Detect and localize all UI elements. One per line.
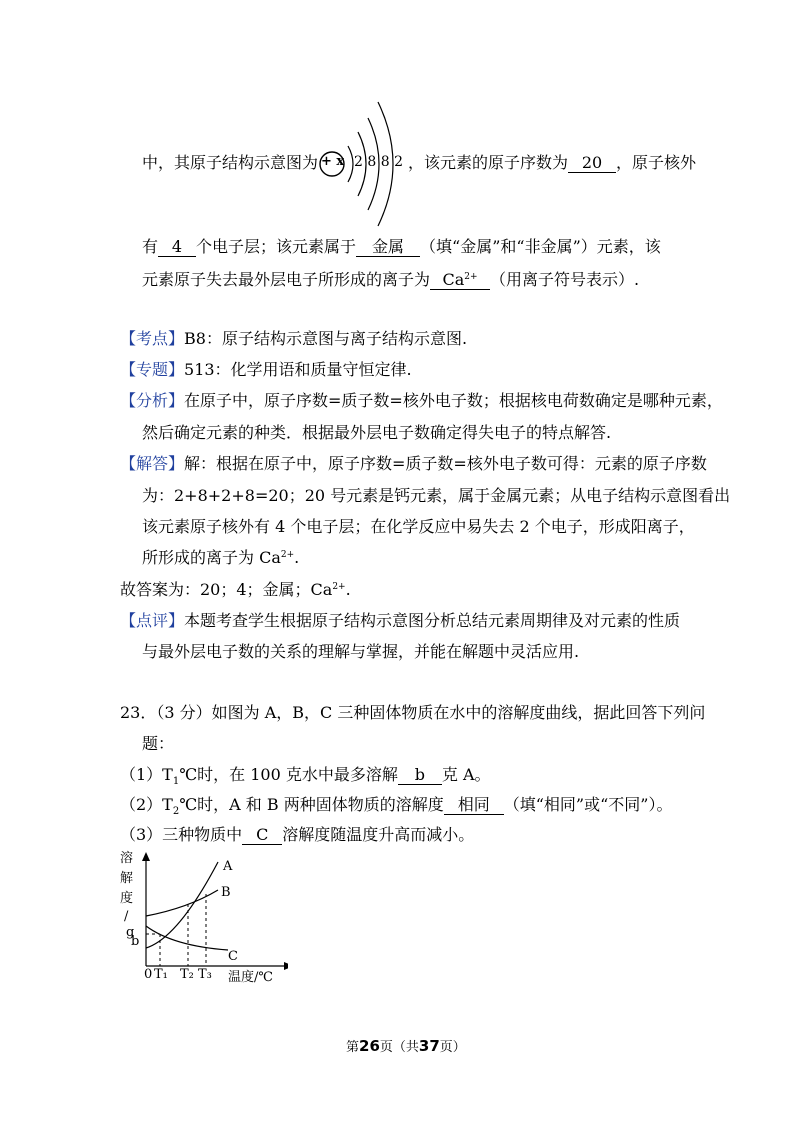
- dianping-line-2: 与最外层电子数的关系的理解与掌握，并能在解题中灵活应用.: [142, 642, 580, 661]
- atom-structure-line: [142, 150, 696, 174]
- ylabel-char: 溶: [120, 851, 134, 866]
- answer-line: [120, 577, 351, 600]
- dianping-tag: 【点评】: [120, 611, 185, 630]
- x-axis-label: 温度/℃: [228, 970, 273, 985]
- ylabel-char: 解: [120, 871, 134, 886]
- kaodian-text: B8：原子结构示意图与离子结构示意图.: [184, 329, 468, 348]
- line-electron-layers: [142, 234, 661, 257]
- jieda-tag: 【解答】: [120, 454, 185, 473]
- answer-s2: 相同: [444, 796, 504, 815]
- q23-sub-1: [120, 762, 491, 787]
- subscript: 2: [172, 806, 180, 818]
- ion-symbol: Ca: [442, 270, 465, 289]
- dianping-text: 本题考查学生根据原子结构示意图分析总结元素周期律及对元素的性质: [184, 611, 681, 630]
- fenxi-tag: 【分析】: [120, 391, 185, 410]
- text: ℃时，A 和 B 两种固体物质的溶解度: [179, 795, 444, 814]
- text: （2）T: [120, 795, 173, 814]
- x-tick-label: 0: [144, 967, 153, 982]
- x-tick-label: T₃: [198, 967, 212, 982]
- text: ℃时，在 100 克水中最多溶解: [179, 765, 398, 784]
- y-axis-arrow-icon: [142, 852, 150, 861]
- text-prefix: 中，其原子结构示意图为: [142, 153, 319, 172]
- ylabel-char: g: [126, 925, 135, 940]
- jieda-text: 解：根据在原子中，原子序数=质子数=核外电子数可得：元素的原子序数: [184, 454, 707, 473]
- text: 页（共: [379, 1040, 419, 1055]
- text-suffix: ，原子核外: [616, 153, 697, 172]
- curve-label-b: B: [221, 885, 231, 900]
- answer-s3: C: [242, 826, 282, 845]
- solubility-curve-diagram: [118, 848, 288, 988]
- curve-label-c: C: [228, 949, 238, 964]
- answer-ion: [430, 271, 490, 290]
- q23-sub-3: [120, 822, 474, 845]
- text: （用离子符号表示）.: [490, 270, 640, 289]
- text: 所形成的离子为 Ca: [142, 548, 281, 567]
- ylabel-char: 度: [120, 891, 134, 906]
- fenxi-text: 在原子中，原子序数=质子数=核外电子数；根据核电荷数确定是哪种元素，: [184, 391, 723, 410]
- x-axis-arrow-icon: [284, 962, 288, 970]
- answer-atomic-number: 20: [568, 154, 616, 173]
- curve-c: [146, 926, 228, 950]
- fenxi-line-2: 然后确定元素的种类．根据最外层电子数确定得失电子的特点解答.: [142, 423, 612, 442]
- kaodian-tag: 【考点】: [120, 329, 185, 348]
- answer-layers: 4: [158, 238, 196, 257]
- ylabel-char: /: [124, 909, 129, 924]
- zhuanti-tag: 【专题】: [120, 360, 185, 379]
- zhuanti-text: 513：化学用语和质量守恒定律.: [184, 360, 412, 379]
- jieda-line-2: 为：2+8+2+8=20；20 号元素是钙元素，属于金属元素；从电子结构示意图看出: [142, 486, 731, 505]
- curve-label-a: A: [223, 859, 233, 874]
- kaodian-line: [120, 326, 467, 349]
- text: （填“相同”或“不同”）。: [503, 795, 673, 814]
- jieda-line-4: [142, 545, 299, 568]
- electron-counts: 2 8 8 2: [354, 153, 403, 170]
- text-mid: ，该元素的原子序数为: [408, 153, 569, 172]
- text: 有: [142, 237, 159, 256]
- answer-s1: b: [398, 766, 442, 785]
- text: 第: [346, 1040, 360, 1055]
- q23-line-2: 题：: [142, 734, 175, 753]
- ion-charge: 2+: [332, 582, 346, 592]
- q23-sub-2: [120, 792, 672, 817]
- zhuanti-line: [120, 357, 412, 380]
- jieda-line-3: 该元素原子核外有 4 个电子层；在化学反应中易失去 2 个电子，形成阳离子，: [142, 517, 695, 536]
- text: 页）: [439, 1040, 466, 1055]
- page-total: 37: [418, 1037, 440, 1055]
- text: .: [294, 548, 300, 567]
- text: （3）三种物质中: [120, 825, 243, 844]
- curve-b: [146, 890, 218, 916]
- atom-structure-diagram: [318, 154, 408, 174]
- answer-element-type: 金属: [356, 238, 420, 257]
- text: .: [345, 580, 351, 599]
- q23-line-1: 23．（3 分）如图为 A，B，C 三种固体物质在水中的溶解度曲线，据此回答下列问: [120, 703, 706, 722]
- text: 溶解度随温度升高而减小。: [282, 825, 475, 844]
- jieda-line-1: [120, 451, 707, 474]
- ion-charge: 2+: [280, 550, 295, 560]
- ion-charge: 2+: [464, 272, 478, 282]
- line-ion: [142, 267, 639, 290]
- x-tick-label: T₁: [154, 967, 168, 982]
- text: （填“金属”和“非金属”）元素，该: [420, 237, 661, 256]
- dianping-line-1: [120, 608, 680, 631]
- curve-a: [146, 862, 218, 948]
- text: 元素原子失去最外层电子所形成的离子为: [142, 270, 431, 289]
- nucleus-label: + x: [321, 153, 345, 169]
- page-number: 26: [359, 1037, 380, 1055]
- text: （1）T: [120, 765, 173, 784]
- text: 个电子层；该元素属于: [196, 237, 357, 256]
- text: 克 A。: [441, 765, 491, 784]
- fenxi-line-1: [120, 388, 723, 411]
- text: 故答案为：20；4；金属；Ca: [120, 580, 333, 599]
- page-footer: [346, 1036, 466, 1055]
- b-label: b: [131, 934, 140, 949]
- subscript: 1: [172, 776, 180, 788]
- x-tick-label: T₂: [180, 967, 194, 982]
